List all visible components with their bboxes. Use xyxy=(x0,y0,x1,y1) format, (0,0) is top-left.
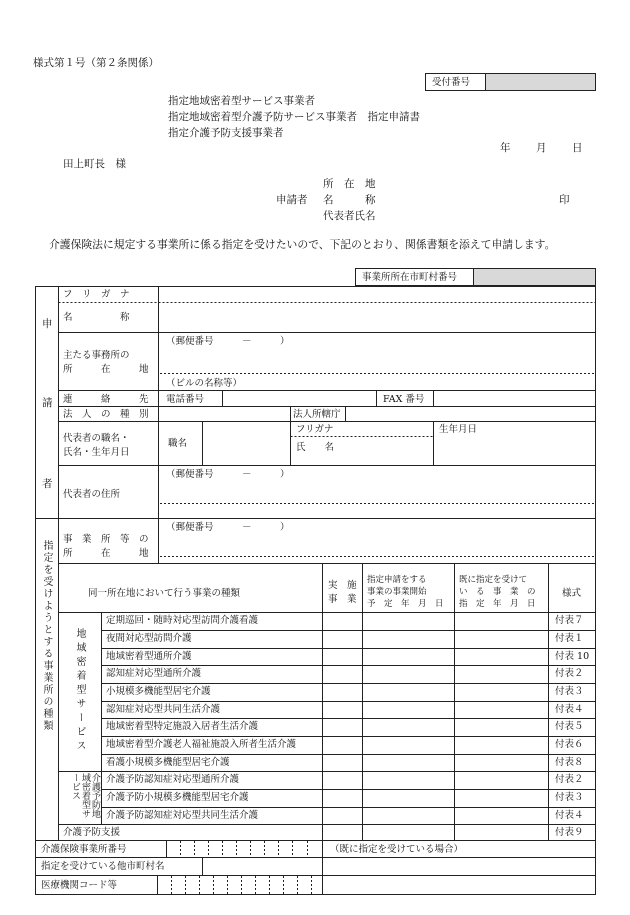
service-row-form: 付表３ xyxy=(555,792,584,803)
insurance-no-label: 介護保険事業所番号 xyxy=(41,844,127,855)
name-label: 名 称 xyxy=(63,312,130,323)
head-form: 様式 xyxy=(562,588,582,599)
head-existing-1: 既に指定を受けて xyxy=(459,575,528,585)
other-muni-label: 指定を受けている他市町村名 xyxy=(41,861,165,872)
service-row-name: 介護予防認知症対応型共同生活介護 xyxy=(106,810,259,821)
rep-furigana-label: フリガナ xyxy=(296,424,334,435)
position-label: 職名 xyxy=(168,438,188,449)
service-row-name: 地域密着型通所介護 xyxy=(106,651,192,662)
form-number: 様式第１号（第２条関係） xyxy=(33,57,159,69)
title-line-1: 指定地域密着型サービス事業者 xyxy=(168,95,315,107)
title-line-3: 指定介護予防支援事業者 xyxy=(168,127,284,139)
applicant-rep-label: 代表者氏名 xyxy=(323,210,376,222)
group-community-label: 地域密着型サービス xyxy=(74,628,85,754)
main-office-building: （ビルの名称等） xyxy=(166,378,243,389)
main-office-postal: （郵便番号 － ） xyxy=(166,336,290,347)
service-row-name: 小規模多機能型居宅介護 xyxy=(106,686,211,697)
service-row-form: 付表７ xyxy=(555,615,584,626)
service-row-name: 地域密着型介護老人福祉施設入所者生活介護 xyxy=(106,739,297,750)
service-row-form: 付表４ xyxy=(555,810,584,821)
furigana-label: フ リ ガ ナ xyxy=(63,289,130,300)
rep-address-postal: （郵便番号 － ） xyxy=(166,469,290,480)
head-start-1: 指定申請をする xyxy=(367,575,427,585)
service-row-form: 付表９ xyxy=(555,827,584,838)
service-row-form: 付表 10 xyxy=(555,651,590,662)
corp-type-label: 法 人 の 種 別 xyxy=(63,409,149,420)
service-row-name: 定期巡回・随時対応型訪問介護看護 xyxy=(106,615,259,626)
head-start-2: 事業の事業開始 xyxy=(367,587,427,597)
service-row-form: 付表４ xyxy=(555,704,584,715)
recipient: 田上町長 様 xyxy=(63,158,126,170)
service-row-name: 介護予防小規模多機能型居宅介護 xyxy=(106,792,249,803)
applicant-name-label: 名 称 xyxy=(323,194,376,206)
rep-address-label: 代表者の住所 xyxy=(63,489,121,500)
date-day: 日 xyxy=(572,142,583,154)
office-label-1: 事 業 所 等 の xyxy=(63,534,149,545)
section1-label-char-2: 請 xyxy=(42,397,53,409)
head-impl-1: 実 施 xyxy=(328,580,357,591)
intro-text: 介護保険法に規定する事業所に係る指定を受けたいので、下記のとおり、関係書類を添えて申請します。 xyxy=(49,238,556,251)
office-label-2: 所 在 地 xyxy=(63,548,149,559)
title-line-2: 指定地域密着型介護予防サービス事業者 指定申請書 xyxy=(168,111,420,123)
head-service-type: 同一所在地において行う事業の種類 xyxy=(88,588,241,599)
service-row-form: 付表１ xyxy=(555,633,584,644)
service-row-form: 付表３ xyxy=(555,686,584,697)
service-row-form: 付表２ xyxy=(555,774,584,785)
main-office-label-1: 主たる事務所の xyxy=(63,350,130,361)
head-impl-2: 事 業 xyxy=(328,594,357,605)
head-existing-3: 指 定 年 月 日 xyxy=(459,599,536,609)
corp-authority-label: 法人所轄庁 xyxy=(293,409,341,420)
municipality-no-label: 事業所所在市町村番号 xyxy=(362,272,458,283)
seal-mark: 印 xyxy=(559,194,570,206)
service-row-name: 地域密着型特定施設入居者生活介護 xyxy=(106,721,259,732)
head-existing-2: い る 事 業 の xyxy=(459,587,536,597)
service-row-name: 夜間対応型訪問介護 xyxy=(106,633,192,644)
rep-info-label-2: 氏名・生年月日 xyxy=(63,447,130,458)
group-preventive-label: 介護予防地域密着型サービス xyxy=(70,773,100,818)
date-year: 年 xyxy=(500,142,511,154)
medical-code-label: 医療機関コード等 xyxy=(41,880,118,891)
service-row-form: 付表５ xyxy=(555,721,584,732)
service-row-name: 認知症対応型共同生活介護 xyxy=(106,704,221,715)
applicant-label: 申請者 xyxy=(276,194,308,206)
receipt-number-label: 受付番号 xyxy=(432,77,471,88)
section2-label: 指定を受けようとする事業所の種類 xyxy=(41,540,52,732)
fax-label: FAX 番号 xyxy=(383,394,425,405)
tel-label: 電話番号 xyxy=(166,394,205,405)
head-start-3: 予 定 年 月 日 xyxy=(367,599,444,609)
service-row-form: 付表２ xyxy=(555,668,584,679)
main-office-label-2: 所 在 地 xyxy=(63,364,149,375)
service-row-name: 介護予防支援 xyxy=(63,827,121,838)
birthdate-label: 生年月日 xyxy=(439,424,478,435)
existing-note: （既に指定を受けている場合） xyxy=(330,844,464,855)
date-month: 月 xyxy=(536,142,547,154)
service-row-form: 付表６ xyxy=(555,739,584,750)
service-row-name: 認知症対応型通所介護 xyxy=(106,668,202,679)
section1-label-char-3: 者 xyxy=(42,478,53,490)
service-row-name: 介護予防認知症対応型通所介護 xyxy=(106,774,240,785)
contact-label: 連 絡 先 xyxy=(63,394,149,405)
section1-label-char-1: 申 xyxy=(42,318,53,330)
rep-name-label: 氏 名 xyxy=(296,442,335,453)
service-row-name: 看護小規模多機能型居宅介護 xyxy=(106,757,230,768)
applicant-address-label: 所 在 地 xyxy=(323,178,376,190)
service-row-form: 付表８ xyxy=(555,757,584,768)
rep-info-label-1: 代表者の職名・ xyxy=(63,433,130,444)
office-postal: （郵便番号 － ） xyxy=(166,522,290,533)
